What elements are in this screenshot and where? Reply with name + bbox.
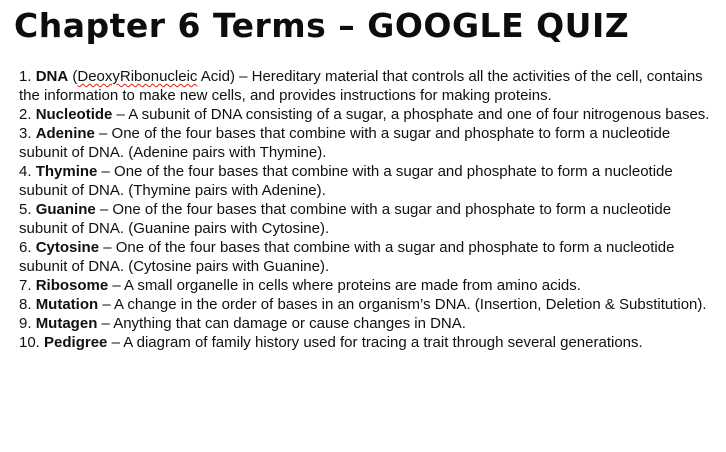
term-item-pedigree	[19, 333, 719, 352]
spellcheck-flagged-word[interactable]: DeoxyRibonucleic	[77, 68, 198, 85]
term-word: Mutation	[35, 296, 99, 313]
term-item-dna	[19, 67, 719, 105]
terms-list	[19, 67, 719, 352]
term-word: Cytosine	[35, 239, 100, 256]
term-word: Pedigree	[44, 334, 108, 351]
term-definition: – One of the four bases that combine with a sugar and phosphate to form a nucleotide subunit of DNA. (Thymine pairs with Adenine).	[19, 163, 673, 199]
term-number: 6.	[19, 239, 32, 256]
term-number: 3.	[19, 125, 32, 142]
term-word: DNA	[35, 68, 69, 85]
term-definition: – Hereditary material that controls all the activities of the cell, contains the information to make new cells, and provides instructions for making proteins.	[19, 68, 703, 104]
term-number: 1.	[19, 68, 32, 85]
term-word: Guanine	[35, 201, 96, 218]
term-item-nucleotide	[19, 105, 719, 124]
term-definition: – A change in the order of bases in an organism’s DNA. (Insertion, Deletion & Substitution).	[98, 296, 707, 313]
term-item-mutation	[19, 295, 719, 314]
term-number: 7.	[19, 277, 32, 294]
term-definition: – One of the four bases that combine with a sugar and phosphate to form a nucleotide subunit of DNA. (Guanine pairs with Cytosine).	[19, 201, 672, 237]
term-item-ribosome	[19, 276, 719, 295]
term-definition: – A subunit of DNA consisting of a sugar, a phosphate and one of four nitrogenous bases.	[112, 106, 710, 123]
page-title: Chapter 6 Terms – GOOGLE QUIZ	[14, 6, 630, 45]
term-definition: – A diagram of family history used for tracing a trait through several generations.	[107, 334, 643, 351]
term-definition: – One of the four bases that combine with a sugar and phosphate to form a nucleotide subunit of DNA. (Cytosine pairs with Guanine).	[19, 239, 675, 275]
term-word: Ribosome	[35, 277, 109, 294]
term-definition: – Anything that can damage or cause changes in DNA.	[97, 315, 466, 332]
term-number: 5.	[19, 201, 32, 218]
term-word: Thymine	[35, 163, 98, 180]
abbreviation-open: (	[72, 68, 78, 85]
term-item-cytosine	[19, 238, 719, 276]
term-number: 4.	[19, 163, 32, 180]
term-item-guanine	[19, 200, 719, 238]
term-word: Nucleotide	[35, 106, 113, 123]
term-number: 10.	[19, 334, 40, 351]
term-number: 8.	[19, 296, 32, 313]
term-item-thymine	[19, 162, 719, 200]
term-word: Adenine	[35, 125, 95, 142]
term-number: 2.	[19, 106, 32, 123]
abbreviation-close: Acid)	[197, 68, 235, 85]
term-word: Mutagen	[35, 315, 98, 332]
term-number: 9.	[19, 315, 32, 332]
term-definition: – A small organelle in cells where proteins are made from amino acids.	[108, 277, 581, 294]
term-definition: – One of the four bases that combine with a sugar and phosphate to form a nucleotide subunit of DNA. (Adenine pairs with Thymine).	[19, 125, 671, 161]
term-item-mutagen	[19, 314, 719, 333]
term-item-adenine	[19, 124, 719, 162]
